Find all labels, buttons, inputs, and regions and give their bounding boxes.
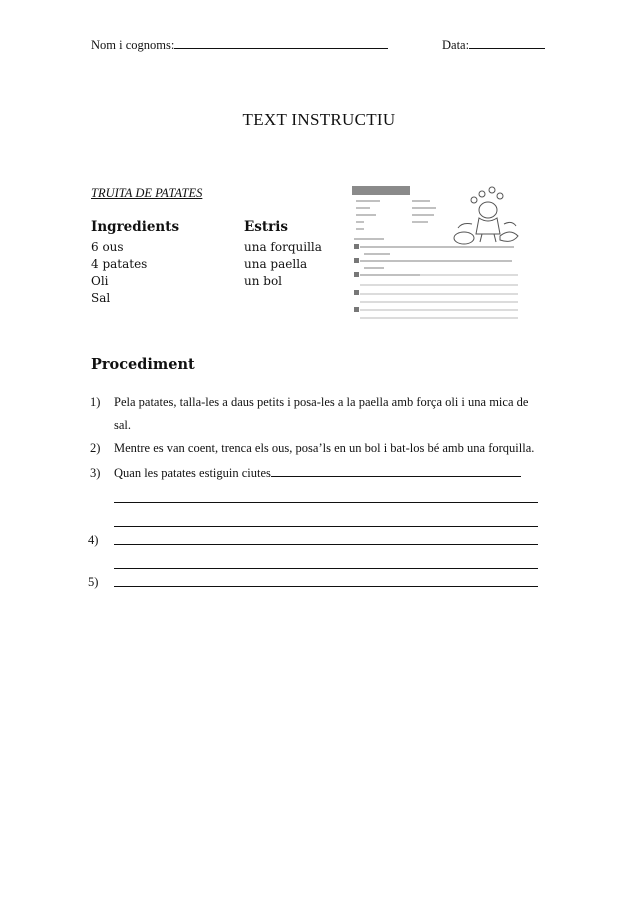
- procedure-heading: Procediment: [91, 356, 195, 373]
- worksheet-thumbnail-image: [350, 184, 522, 330]
- page-title: TEXT INSTRUCTIU: [242, 110, 396, 129]
- utensil-item: un bol: [244, 274, 283, 288]
- procedure-steps: [88, 391, 540, 595]
- ingredients-heading: Ingredients: [91, 219, 180, 235]
- answer-blank[interactable]: [271, 462, 521, 477]
- date-field[interactable]: [442, 36, 545, 53]
- ingredient-item: Sal: [91, 291, 111, 305]
- ingredient-item: 6 ous: [91, 240, 124, 254]
- utensils-heading: Estris: [244, 219, 288, 235]
- answer-line[interactable]: [114, 571, 538, 587]
- thumbnail-header-bar: [352, 186, 410, 195]
- name-field[interactable]: [91, 36, 388, 53]
- utensils-section: [244, 219, 322, 290]
- step-number: 5): [88, 575, 99, 589]
- name-blank[interactable]: [174, 36, 388, 49]
- answer-line[interactable]: [114, 487, 538, 503]
- utensil-item: una forquilla: [244, 240, 322, 254]
- step-text: Quan les patates estiguin ciutes: [114, 466, 271, 480]
- ingredient-item: Oli: [91, 274, 109, 288]
- procedure-step-4: [88, 529, 540, 569]
- ingredients-section: [91, 219, 179, 307]
- answer-line[interactable]: [114, 529, 538, 545]
- name-label: Nom i cognoms:: [91, 38, 175, 52]
- procedure-step-1: [88, 391, 540, 437]
- step-number: 1): [90, 395, 101, 409]
- procedure-step-5: [88, 571, 540, 587]
- recipe-title: TRUITA DE PATATES: [91, 186, 203, 200]
- step-number: 2): [90, 441, 101, 455]
- utensil-item: una paella: [244, 257, 308, 271]
- procedure-step-2: [88, 437, 540, 460]
- step-number: 4): [88, 533, 99, 547]
- answer-line[interactable]: [114, 553, 538, 569]
- procedure-step-3: [88, 462, 540, 527]
- answer-line[interactable]: [114, 511, 538, 527]
- date-label: Data:: [442, 38, 470, 52]
- step-number: 3): [90, 466, 101, 480]
- step-text: Mentre es van coent, trenca els ous, posa’ls en un bol i bat-los bé amb una forquilla.: [114, 441, 535, 455]
- ingredient-item: 4 patates: [91, 257, 148, 271]
- step-text: Pela patates, talla-les a daus petits i posa-les a la paella amb força oli i una mica de sal.: [114, 395, 529, 432]
- date-blank[interactable]: [469, 36, 545, 49]
